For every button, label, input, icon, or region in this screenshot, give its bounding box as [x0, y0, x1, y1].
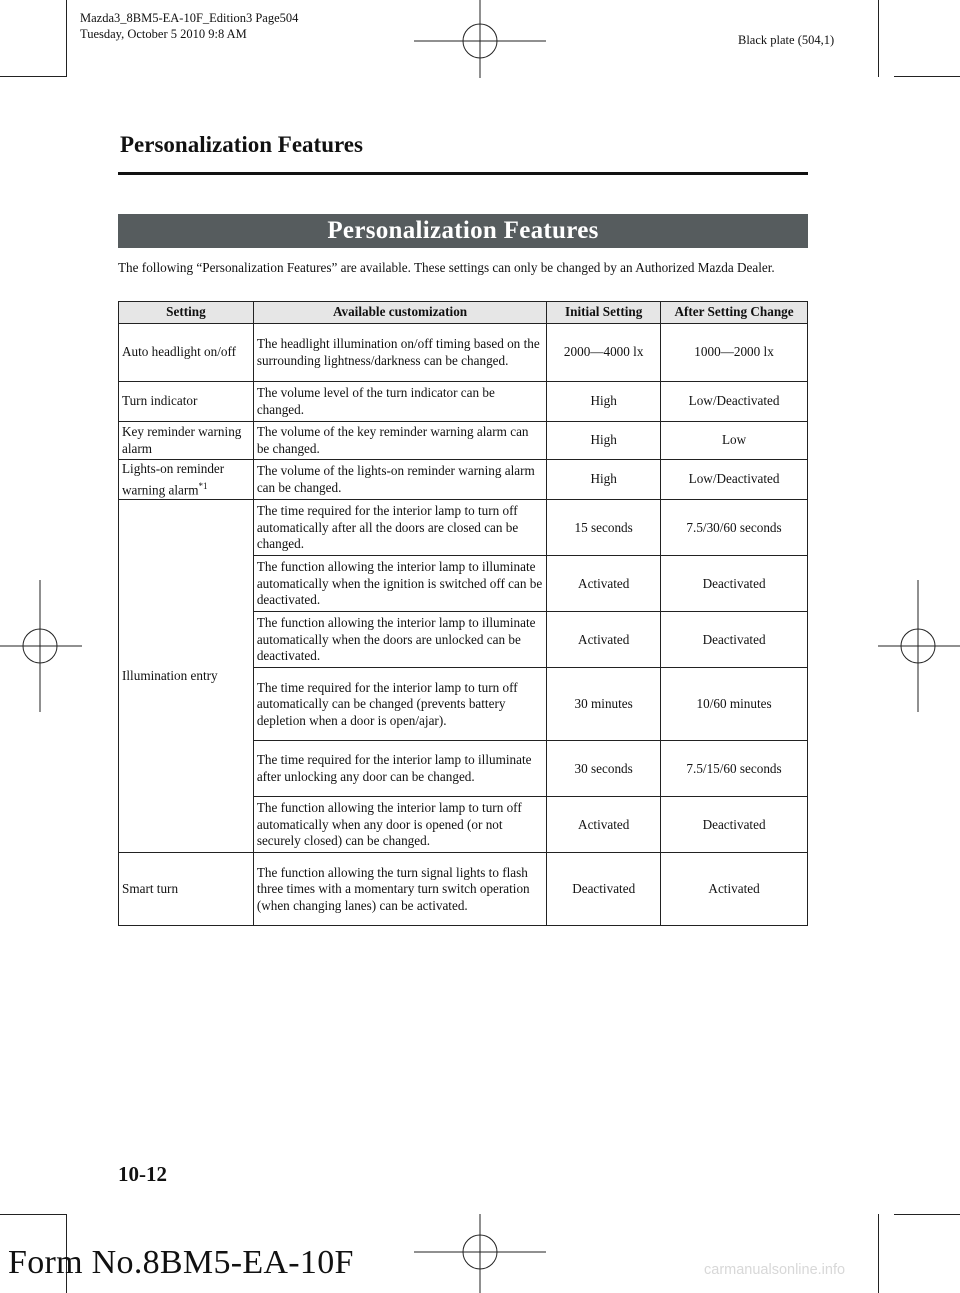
table-row [119, 853, 808, 926]
setting-cell-text: Lights-on reminder warning alarm [122, 461, 225, 497]
table-row [119, 460, 808, 500]
crop-mark [878, 1214, 879, 1293]
customization-cell: The volume of the lights-on reminder warning alarm can be changed. [253, 460, 546, 500]
initial-cell: 2000—4000 lx [547, 324, 661, 382]
initial-cell: 15 seconds [547, 500, 661, 556]
print-meta [80, 10, 298, 42]
column-header-customization: Available customization [253, 302, 546, 324]
title-rule [118, 172, 808, 175]
after-cell: Low [661, 422, 808, 460]
setting-cell: Illumination entry [119, 500, 254, 853]
table-header-row [119, 302, 808, 324]
after-cell: 7.5/15/60 seconds [661, 741, 808, 797]
column-header-setting: Setting [119, 302, 254, 324]
registration-mark-left [0, 580, 82, 712]
table-row [119, 422, 808, 460]
setting-cell: Key reminder warning alarm [119, 422, 254, 460]
initial-cell: Activated [547, 797, 661, 853]
customization-cell: The function allowing the interior lamp to turn off automatically when any door is opened (or not securely closed) can be changed. [253, 797, 546, 853]
page-number: 10-12 [118, 1162, 167, 1186]
crop-mark [894, 1214, 960, 1215]
setting-cell: Auto headlight on/off [119, 324, 254, 382]
customization-cell: The time required for the interior lamp to turn off automatically can be changed (prevents battery depletion when a door is open/ajar). [253, 668, 546, 741]
plate-label: Black plate (504,1) [738, 33, 835, 47]
table-row [119, 500, 808, 556]
footnote-marker: *1 [198, 480, 208, 491]
file-line: Mazda3_8BM5-EA-10F_Edition3 Page504 [80, 11, 299, 25]
initial-cell: High [547, 382, 661, 422]
after-cell: Deactivated [661, 556, 808, 612]
crop-mark [66, 0, 67, 77]
running-title: Personalization Features [120, 132, 363, 157]
after-cell: Activated [661, 853, 808, 926]
table-row [119, 382, 808, 422]
registration-mark-bottom [414, 1214, 546, 1293]
registration-mark-top [414, 0, 546, 78]
customization-cell: The volume level of the turn indicator can be changed. [253, 382, 546, 422]
registration-mark-right [878, 580, 960, 712]
after-cell: Deactivated [661, 612, 808, 668]
initial-cell: High [547, 422, 661, 460]
setting-cell: Turn indicator [119, 382, 254, 422]
after-cell: 1000—2000 lx [661, 324, 808, 382]
initial-cell: Activated [547, 556, 661, 612]
after-cell: Low/Deactivated [661, 382, 808, 422]
section-banner: Personalization Features [118, 214, 808, 248]
crop-mark [0, 76, 66, 77]
crop-mark [894, 76, 960, 77]
initial-cell: Activated [547, 612, 661, 668]
form-number: Form No.8BM5-EA-10F [8, 1244, 354, 1281]
crop-mark [878, 0, 879, 77]
after-cell: Low/Deactivated [661, 460, 808, 500]
setting-cell [119, 460, 254, 500]
setting-cell: Smart turn [119, 853, 254, 926]
date-line: Tuesday, October 5 2010 9:8 AM [80, 27, 247, 41]
customization-cell: The function allowing the interior lamp to illuminate automatically when the doors are unlocked can be deactivated. [253, 612, 546, 668]
column-header-initial: Initial Setting [547, 302, 661, 324]
initial-cell: Deactivated [547, 853, 661, 926]
crop-mark [0, 1214, 66, 1215]
initial-cell: 30 minutes [547, 668, 661, 741]
after-cell: 10/60 minutes [661, 668, 808, 741]
customization-cell: The time required for the interior lamp to illuminate after unlocking any door can be changed. [253, 741, 546, 797]
customization-cell: The volume of the key reminder warning alarm can be changed. [253, 422, 546, 460]
customization-cell: The function allowing the turn signal lights to flash three times with a momentary turn switch operation (when changing lanes) can be activated. [253, 853, 546, 926]
after-cell: 7.5/30/60 seconds [661, 500, 808, 556]
initial-cell: High [547, 460, 661, 500]
table-row [119, 324, 808, 382]
customization-cell: The headlight illumination on/off timing based on the surrounding lightness/darkness can be changed. [253, 324, 546, 382]
after-cell: Deactivated [661, 797, 808, 853]
watermark: carmanualsonline.info [704, 1262, 846, 1278]
column-header-after: After Setting Change [661, 302, 808, 324]
initial-cell: 30 seconds [547, 741, 661, 797]
intro-paragraph: The following “Personalization Features” are available. These settings can only be changed by an Authorized Mazda Dealer. [118, 260, 775, 275]
personalization-table [118, 301, 808, 926]
customization-cell: The function allowing the interior lamp to illuminate automatically when the ignition is switched off can be deactivated. [253, 556, 546, 612]
customization-cell: The time required for the interior lamp to turn off automatically after all the doors are closed can be changed. [253, 500, 546, 556]
